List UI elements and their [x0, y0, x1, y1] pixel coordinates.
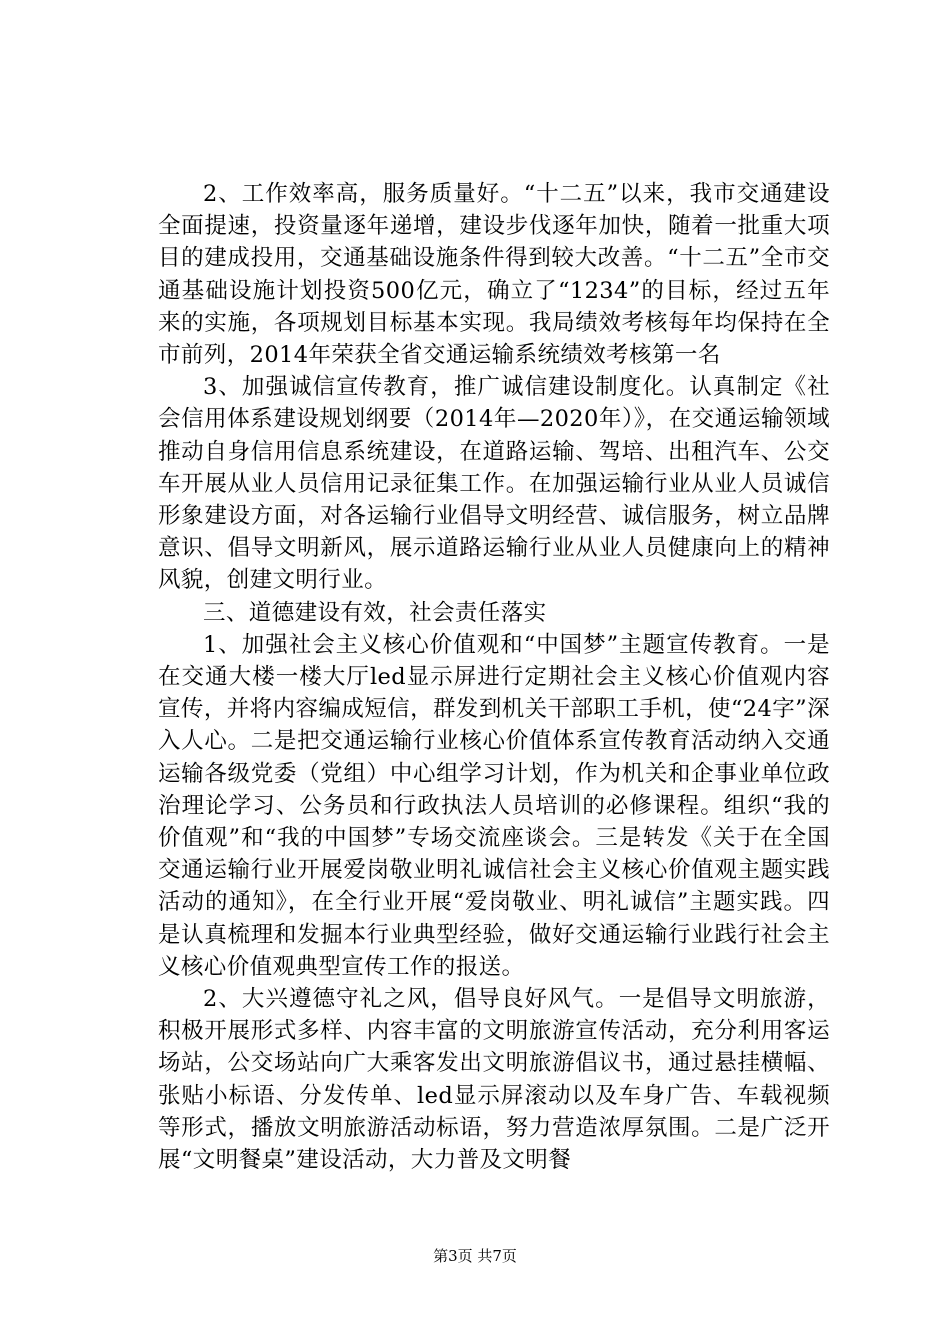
section-heading-moral-construction: 三、道德建设有效，社会责任落实 — [203, 599, 547, 626]
document-body — [158, 178, 830, 1176]
page-number-footer: 第3页 共7页 — [433, 1247, 517, 1265]
paragraph-core-values: 1、加强社会主义核心价值观和“中国梦”主题宣传教育。一是在交通大楼一楼大厅led显示屏进行定期社会主义核心价值观内容宣传，并将内容编成短信，群发到机关干部职工手机，使“24字”深入人心。二是把交通运输行业核心价值体系宣传教育活动纳入交通运输各级党委（党组）中心组学习计划，作为机关和企事业单位政治理论学习、公务员和行政执法人员培训的必修课程。组织“我的价值观”和“我的中国梦”专场交流座谈会。三是转发《关于在全国交通运输行业开展爱岗敬业明礼诚信社会主义核心价值观主题实践活动的通知》，在全行业开展“爱岗敬业、明礼诚信”主题实践。四是认真梳理和发掘本行业典型经验，做好交通运输行业践行社会主义核心价值观典型宣传工作的报送。 — [158, 631, 830, 980]
paragraph-work-efficiency: 2、工作效率高，服务质量好。“十二五”以来，我市交通建设全面提速，投资量逐年递增，建设步伐逐年加快，随着一批重大项目的建成投用，交通基础设施条件得到较大改善。“十二五”全市交通基础设施计划投资500亿元，确立了“1234”的目标，经过五年来的实施，各项规划目标基本实现。我局绩效考核每年均保持在全市前列，2014年荣获全省交通运输系统绩效考核第一名 — [158, 181, 830, 369]
paragraph-civilized-conduct: 2、大兴遵德守礼之风，倡导良好风气。一是倡导文明旅游，积极开展形式多样、内容丰富的文明旅游宣传活动，充分利用客运场站，公交场站向广大乘客发出文明旅游倡议书，通过悬挂横幅、张贴小标语、分发传单、led显示屏滚动以及车身广告、车载视频等形式，播放文明旅游活动标语，努力营造浓厚氛围。二是广泛开展“文明餐桌”建设活动，大力普及文明餐 — [158, 986, 830, 1174]
paragraph-integrity-education: 3、加强诚信宣传教育，推广诚信建设制度化。认真制定《社会信用体系建设规划纲要（2014年—2020年）》，在交通运输领域推动自身信用信息系统建设，在道路运输、驾培、出租汽车、公交车开展从业人员信用记录征集工作。在加强运输行业从业人员诚信形象建设方面，对各运输行业倡导文明经营、诚信服务，树立品牌意识、倡导文明新风，展示道路运输行业从业人员健康向上的精神风貌，创建文明行业。 — [158, 374, 830, 594]
